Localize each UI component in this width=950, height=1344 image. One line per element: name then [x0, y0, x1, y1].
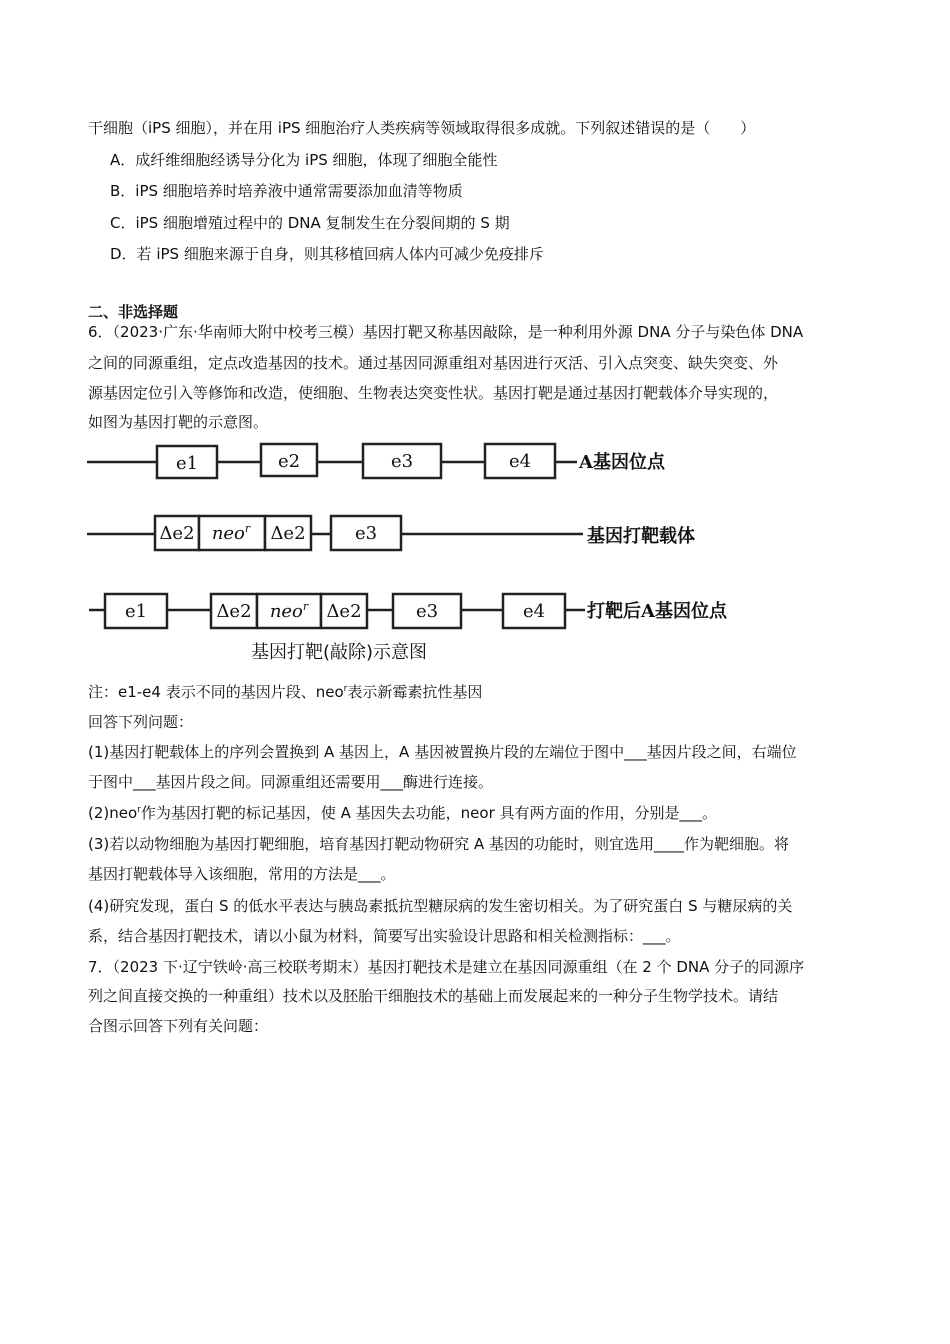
option-c: C．iPS 细胞增殖过程中的 DNA 复制发生在分裂间期的 S 期	[110, 214, 510, 232]
sub1-line-1: (1)基因打靶载体上的序列会置换到 A 基因上，A 基因被置换片段的左端位于图中___基因片段之间，右端位	[88, 743, 797, 761]
row2-label-neo: neo$^r$	[211, 522, 251, 544]
row3-label-e3: e3	[415, 601, 439, 622]
question-5-stem-line: 干细胞（iPS 细胞），并在用 iPS 细胞治疗人类疾病等领域取得很多成就。下列叙述错误的是（ ）	[88, 119, 756, 137]
sub1-line-2: 于图中___基因片段之间。同源重组还需要用___酶进行连接。	[88, 773, 494, 791]
gene-targeting-diagram	[85, 438, 765, 670]
option-b: B．iPS 细胞培养时培养液中通常需要添加血清等物质	[110, 182, 463, 200]
q6-line-1: 6．（2023·广东·华南师大附中校考三模）基因打靶又称基因敲除，是一种利用外源 DNA 分子与染色体 DNA	[88, 323, 804, 341]
row3-label-neo: neo$^r$	[269, 600, 309, 622]
row1-side-label: A基因位点	[579, 452, 665, 473]
row3-side-label: 打靶后A基因位点	[587, 601, 727, 622]
q6-line-3: 源基因定位引入等修饰和改造，使细胞、生物表达突变性状。基因打靶是通过基因打靶载体介导实现的，	[88, 384, 779, 402]
row3-label-delta-e2-right: Δe2	[326, 601, 362, 622]
row3-label-delta-e2-left: Δe2	[216, 601, 252, 622]
row1-label-e1: e1	[175, 453, 199, 474]
sub2-line: (2)neo$^r$作为基因打靶的标记基因，使 A 基因失去功能，neor 具有两方面的作用，分别是___。	[88, 804, 718, 822]
q6-line-4: 如图为基因打靶的示意图。	[88, 413, 269, 431]
row3-label-e1: e1	[124, 601, 148, 622]
row2-label-delta-e2-left: Δe2	[159, 523, 195, 544]
diagram-note: 注：e1-e4 表示不同的基因片段、neo$^r$表示新霉素抗性基因	[88, 683, 483, 701]
row2-label-e3: e3	[354, 523, 378, 544]
row1-label-e4: e4	[508, 451, 532, 472]
q7-line-3: 合图示回答下列有关问题：	[88, 1017, 269, 1035]
q7-line-2: 列之间直接交换的一种重组）技术以及胚胎干细胞技术的基础上而发展起来的一种分子生物学技术。请结	[88, 987, 779, 1005]
q7-line-1: 7．（2023 下·辽宁铁岭·高三校联考期末）基因打靶技术是建立在基因同源重组（在 2 个 DNA 分子的同源序	[88, 958, 805, 976]
diagram-caption: 基因打靶(敲除)示意图	[251, 642, 428, 663]
sub4-line-2: 系，结合基因打靶技术，请以小鼠为材料，简要写出实验设计思路和相关检测指标：___。	[88, 927, 681, 945]
section-title: 二、非选择题	[88, 303, 179, 321]
row1-label-e3: e3	[390, 451, 414, 472]
option-d: D．若 iPS 细胞来源于自身，则其移植回病人体内可减少免疫排斥	[110, 245, 544, 263]
row1-label-e2: e2	[277, 451, 301, 472]
sub3-line-2: 基因打靶载体导入该细胞，常用的方法是___。	[88, 865, 396, 883]
row2-side-label: 基因打靶载体	[587, 526, 695, 547]
sub3-line-1: (3)若以动物细胞为基因打靶细胞，培育基因打靶动物研究 A 基因的功能时，则宜选用____作为靶细胞。将	[88, 835, 790, 853]
row2-label-delta-e2-right: Δe2	[270, 523, 306, 544]
answer-prompt: 回答下列问题：	[88, 713, 194, 731]
row3-label-e4: e4	[522, 601, 546, 622]
q6-line-2: 之间的同源重组，定点改造基因的技术。通过基因同源重组对基因进行灭活、引入点突变、缺失突变、外	[88, 354, 779, 372]
sub4-line-1: (4)研究发现，蛋白 S 的低水平表达与胰岛素抵抗型糖尿病的发生密切相关。为了研究蛋白 S 与糖尿病的关	[88, 897, 793, 915]
option-a: A．成纤维细胞经诱导分化为 iPS 细胞，体现了细胞全能性	[110, 151, 498, 169]
